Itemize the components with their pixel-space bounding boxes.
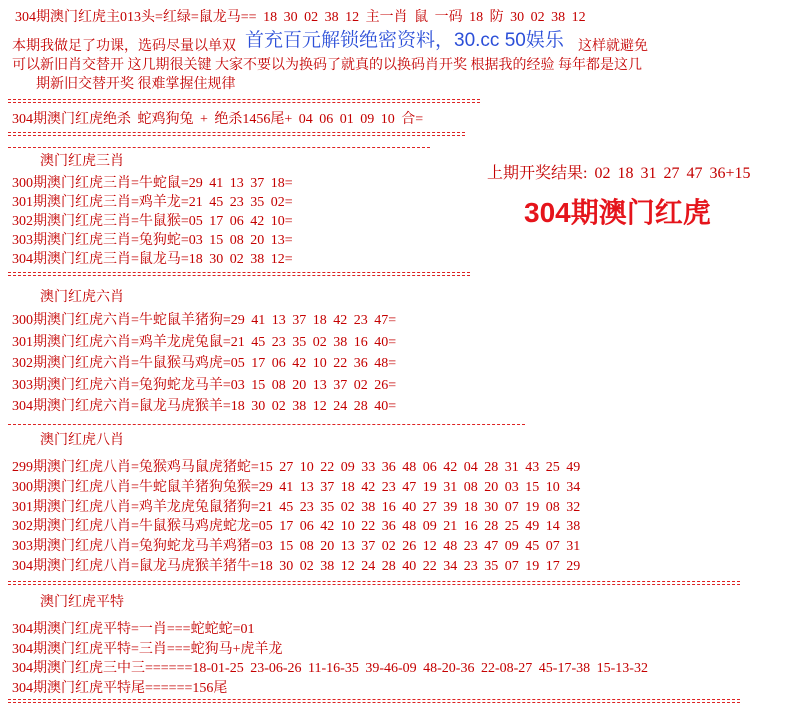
three-shu-list <box>12 174 293 269</box>
intro-line-3: 可以新旧肖交替开 这几期很关键 大家不要以为换码了就真的以换码肖开奖 根据我的经验 每年都是这几 <box>12 58 642 73</box>
prediction-row: 304期澳门红虎六肖=鼠龙马虎猴羊=18 30 02 38 12 24 28 40= <box>12 399 397 414</box>
prediction-row: 303期澳门红虎三肖=兔狗蛇=03 15 08 20 13= <box>12 233 293 248</box>
prediction-row: 302期澳门红虎六肖=牛鼠猴马鸡虎=05 17 06 42 10 22 36 48= <box>12 356 397 371</box>
separator-double <box>8 132 465 136</box>
separator-double <box>8 99 480 103</box>
prediction-row: 304期澳门红虎平特尾======156尾 <box>12 680 228 696</box>
prediction-row: 301期澳门红虎三肖=鸡羊龙=21 45 23 35 02= <box>12 195 293 210</box>
pingte-list <box>12 620 648 698</box>
prediction-row: 302期澳门红虎三肖=牛鼠猴=05 17 06 42 10= <box>12 214 293 229</box>
kill-line: 304期澳门红虎绝杀 蛇鸡狗兔 + 绝杀1456尾+ 04 06 01 09 10 合= <box>12 112 424 127</box>
prediction-row: 303期澳门红虎六肖=兔狗蛇龙马羊=03 15 08 20 13 37 02 26= <box>12 377 397 393</box>
prediction-row: 304期澳门红虎三中三======18-01-25 23-06-26 11-16-35 39-46-09 48-20-36 22-08-27 45-17-38 15-13-32 <box>12 661 648 676</box>
prediction-row: 304期澳门红虎平特=三肖===蛇狗马+虎羊龙 <box>12 641 283 657</box>
separator-single <box>8 147 430 148</box>
intro-line-4: 期新旧交替开奖 很难掌握住规律 <box>36 77 236 92</box>
section-title-three-shu: 澳门红虎三肖 <box>40 154 124 169</box>
separator-double <box>8 699 740 703</box>
prediction-row: 301期澳门红虎八肖=鸡羊龙虎兔鼠猪狗=21 45 23 35 02 38 16 40 27 39 18 30 07 19 08 32 <box>12 499 581 515</box>
separator-double <box>8 272 470 276</box>
promo-watermark-text: 首充百元解锁绝密资料，30.cc 50娱乐 <box>245 30 564 51</box>
prediction-row: 301期澳门红虎六肖=鸡羊龙虎兔鼠=21 45 23 35 02 38 16 40= <box>12 334 397 350</box>
prediction-row: 299期澳门红虎八肖=兔猴鸡马鼠虎猪蛇=15 27 10 22 09 33 36 48 06 42 04 28 31 43 25 49 <box>12 460 581 475</box>
prediction-row: 303期澳门红虎八肖=兔狗蛇龙马羊鸡猪=03 15 08 20 13 37 02 26 12 48 23 47 09 45 07 31 <box>12 539 581 555</box>
separator-double <box>8 581 740 585</box>
prediction-row: 304期澳门红虎八肖=鼠龙马虎猴羊猪牛=18 30 02 38 12 24 28 40 22 34 23 35 07 19 17 29 <box>12 558 581 574</box>
separator-single <box>8 424 525 425</box>
last-draw-result: 上期开奖结果: 02 18 31 27 47 36+15 <box>487 165 751 182</box>
eight-shu-list <box>12 458 580 577</box>
intro-line-2-start: 本期我做足了功课，选码尽量以单双 <box>12 39 236 54</box>
prediction-row: 302期澳门红虎八肖=牛鼠猴马鸡虎蛇龙=05 17 06 42 10 22 36 48 09 21 16 28 25 49 14 38 <box>12 519 581 535</box>
six-shu-list <box>12 310 396 418</box>
prediction-row: 304期澳门红虎三肖=鼠龙马=18 30 02 38 12= <box>12 252 293 267</box>
prediction-row: 300期澳门红虎六肖=牛蛇鼠羊猪狗=29 41 13 37 18 42 23 47= <box>12 313 397 328</box>
banner-title: 304期澳门红虎 <box>524 197 711 228</box>
intro-line-2-end: 这样就避免 <box>578 39 648 54</box>
prediction-row: 304期澳门红虎平特=一肖===蛇蛇蛇=01 <box>12 622 255 637</box>
prediction-row: 300期澳门红虎三肖=牛蛇鼠=29 41 13 37 18= <box>12 176 293 191</box>
prediction-row: 300期澳门红虎八肖=牛蛇鼠羊猪狗兔猴=29 41 13 37 18 42 23 47 19 31 08 20 03 15 10 34 <box>12 479 581 495</box>
section-title-pingte: 澳门红虎平特 <box>40 595 124 610</box>
headline-text: 304期澳门红虎主013头=红绿=鼠龙马== 18 30 02 38 12 主一肖 鼠 一码 18 防 30 02 38 12 <box>15 10 586 25</box>
section-title-six-shu: 澳门红虎六肖 <box>40 290 124 305</box>
section-title-eight-shu: 澳门红虎八肖 <box>40 433 124 448</box>
